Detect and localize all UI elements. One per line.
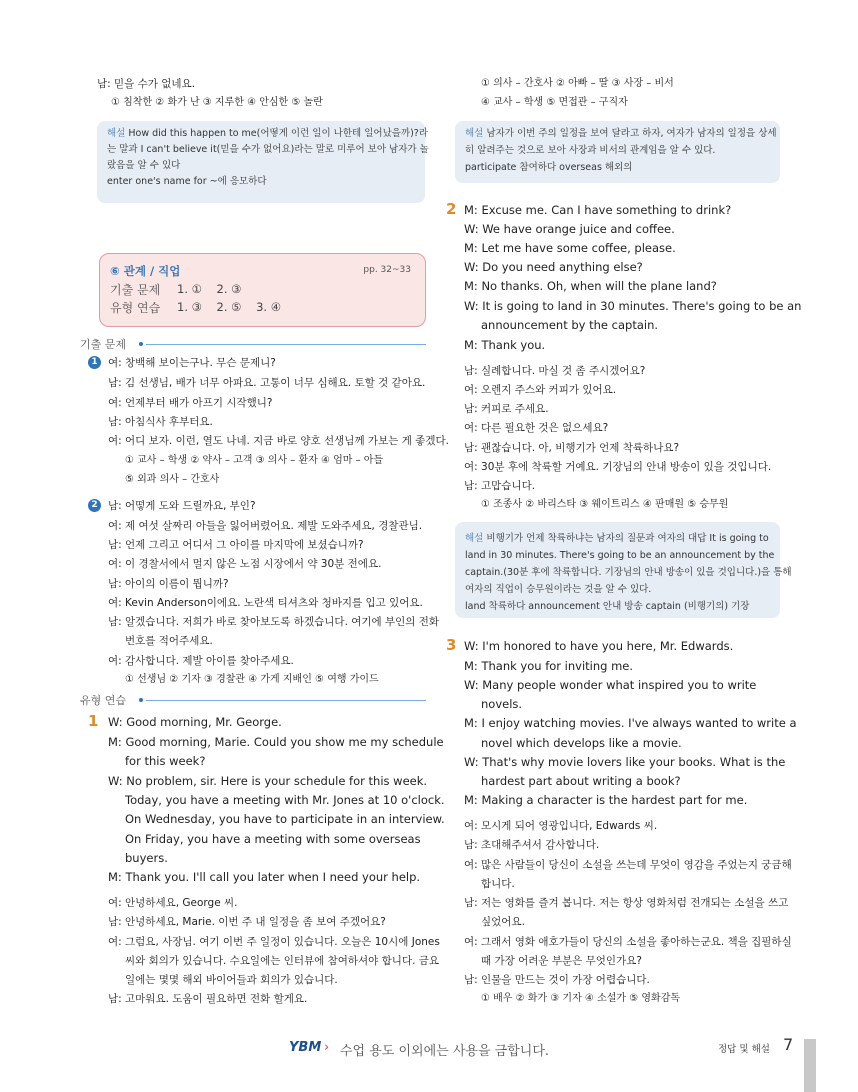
text-line: 남: 실례합니다. 마실 것 좀 주시겠어요? (464, 365, 646, 377)
text-line: 남: 저는 영화를 즐겨 봅니다. 저는 항상 영화처럼 전개되는 소설을 쓰고 (464, 897, 789, 909)
text-line: 여: 모시게 되어 영광입니다, Edwards 씨. (464, 820, 658, 832)
text-line: 남: 안녕하세요, Marie. 이번 주 내 일정을 좀 보여 주겠어요? (108, 916, 386, 928)
explain-text: 랐음을 알 수 있다 (107, 160, 181, 171)
text-line: 남: 아침식사 후부터요. (108, 416, 213, 428)
text-line: 남: 고마워요. 도움이 필요하면 전화 할게요. (108, 993, 308, 1005)
chevron-right-icon: › (324, 1040, 330, 1055)
explanation-box (455, 522, 792, 618)
dialogue-line: W: I'm honored to have you here, Mr. Edwards. (464, 639, 734, 653)
text-line: 합니다. (481, 878, 515, 890)
row-answers: 1. ③ 2. ⑤ 3. ④ (177, 300, 282, 314)
section-heading: 유형 연습 (80, 694, 127, 707)
dialogue-line: On Wednesday, you have to participate in an interview. (125, 812, 445, 826)
text-line: 싶었어요. (481, 916, 525, 928)
dialogue-line: hardest part about writing a book? (481, 774, 681, 788)
answer-options: ① 의사 – 간호사 ② 아빠 – 딸 ③ 사장 – 비서 (481, 78, 674, 89)
text-line: 여: 창백해 보이는구나. 무슨 문제니? (108, 357, 276, 369)
answer-options: ① 배우 ② 화가 ③ 기자 ④ 소설가 ⑤ 영화감독 (481, 993, 681, 1004)
dialogue-line: novel which develops like a movie. (481, 736, 682, 750)
text-line: 남: 어떻게 도와 드릴까요, 부인? (108, 500, 256, 512)
explain-text: 히 알려주는 것으로 보아 사장과 비서의 관계임을 알 수 있다. (465, 145, 716, 156)
text-line: 여: 그럼요, 사장님. 여기 이번 주 일정이 있습니다. 오늘은 10시에 Jones (108, 936, 440, 948)
explain-text: 비행기가 언제 착륙하냐는 남자의 질문과 여자의 대답 It is going to (486, 533, 769, 544)
text-line: 여: Kevin Anderson이에요. 노란색 티셔츠와 청바지를 입고 있어요. (108, 597, 423, 609)
text-line: 여: 언제부터 배가 아프기 시작했니? (108, 397, 273, 409)
text-line: 일에는 몇몇 해외 바이어들과 회의가 있습니다. (125, 974, 338, 986)
question-number: 2 (88, 499, 101, 512)
dialogue-line: W: It is going to land in 30 minutes. There's going to be an (464, 299, 802, 313)
answer-options: ① 교사 – 학생 ② 약사 – 고객 ③ 의사 – 환자 ④ 엄마 – 아들 (125, 455, 384, 466)
explain-text: enter one's name for ~에 응모하다 (107, 176, 267, 187)
text-line: 때 가장 어려운 부분은 무엇인가요? (481, 955, 642, 967)
text-line: 여: 다른 필요한 것은 없으세요? (464, 422, 609, 434)
text-line: 씨와 회의가 있습니다. 수요일에는 인터뷰에 참여하셔야 합니다. 금요 (125, 955, 440, 967)
heading-dot (139, 342, 143, 346)
text-line: 남: 인물을 만드는 것이 가장 어렵습니다. (464, 974, 650, 986)
explain-text: 여자의 직업이 승무원이라는 것을 알 수 있다. (465, 584, 652, 595)
dialogue-line: buyers. (125, 851, 168, 865)
practice-number: 2 (446, 200, 457, 218)
dialogue-line: W: No problem, sir. Here is your schedule for this week. (108, 774, 428, 788)
dialogue-line: W: Good morning, Mr. George. (108, 715, 282, 729)
text-line: 여: 제 여섯 살짜리 아들을 잃어버렸어요. 제발 도와주세요, 경찰관님. (108, 520, 423, 532)
text-line: 남: 고맙습니다. (464, 480, 536, 492)
dialogue-line: novels. (481, 697, 523, 711)
question-number: 1 (88, 356, 101, 369)
row-answers: 1. ① 2. ③ (177, 282, 242, 296)
dialogue-line: M: Good morning, Marie. Could you show me my schedule (108, 735, 444, 749)
text-line: 남: 괜찮습니다. 아, 비행기가 언제 착륙하나요? (464, 442, 680, 454)
row-label: 기출 문제 (110, 283, 161, 297)
dialogue-line: M: I enjoy watching movies. I've always wanted to write a (464, 716, 797, 730)
answer-key-box (99, 253, 426, 327)
explain-label: 해설 (465, 533, 484, 544)
explain-text: How did this happen to me(어떻게 이런 일이 나한테 일어났을까)?라 (128, 128, 429, 139)
dialogue-line: M: Excuse me. Can I have something to drink? (464, 203, 732, 217)
text-line: 여: 많은 사람들이 당신이 소설을 쓰는데 무엇이 영감을 주었는지 궁금해 (464, 859, 792, 871)
dialogue-line: announcement by the captain. (481, 318, 659, 332)
answer-options: ① 침착한 ② 화가 난 ③ 지루한 ④ 안심한 ⑤ 놀란 (111, 97, 323, 108)
answer-options: ④ 교사 – 학생 ⑤ 면접관 – 구직자 (481, 97, 628, 108)
section-heading: 기출 문제 (80, 338, 127, 351)
text-line: 여: 감사합니다. 제발 아이를 찾아주세요. (108, 655, 294, 667)
dialogue-line: Today, you have a meeting with Mr. Jones at 10 o'clock. (125, 793, 445, 807)
text-line: 여: 그래서 영화 애호가들이 당신의 소설을 좋아하는군요. 책을 집필하실 (464, 936, 792, 948)
text-line: 남: 언제 그리고 어디서 그 아이를 마지막에 보셨습니까? (108, 539, 364, 551)
row-label: 유형 연습 (110, 301, 161, 315)
dialogue-line: W: Do you need anything else? (464, 260, 643, 274)
dialogue-line: M: Let me have some coffee, please. (464, 241, 676, 255)
text-line: 남: 커피로 주세요. (464, 403, 549, 415)
dialogue-line: W: Many people wonder what inspired you to write (464, 678, 757, 692)
dialogue-line: M: Thank you. I'll call you later when I need your help. (108, 870, 421, 884)
usage-notice: 수업 용도 이외에는 사용을 금합니다. (340, 1044, 550, 1059)
dialogue-line: W: We have orange juice and coffee. (464, 222, 675, 236)
dialogue-line: M: Making a character is the hardest part for me. (464, 793, 748, 807)
explain-text: land in 30 minutes. There's going to be an announcement by the (465, 550, 775, 561)
heading-rule (146, 344, 426, 345)
text-line: 남: 초대해주셔서 감사합니다. (464, 839, 600, 851)
explain-text: land 착륙하다 announcement 안내 방송 captain (비행기의) 기장 (465, 601, 750, 612)
text-line: 남: 김 선생님, 배가 너무 아파요. 고통이 너무 심해요. 토할 것 같아요. (108, 377, 426, 389)
explain-text: captain.(30분 후에 착륙합니다. 기장님의 안내 방송이 있을 것입니다.)을 통해 (465, 567, 792, 578)
text-line: 번호를 적어주세요. (125, 635, 213, 647)
explain-text: 는 말과 I can't believe it(믿을 수가 없어요)라는 말로 미루어 보아 남자가 놀 (107, 144, 429, 155)
page-label: 정답 및 해설 (718, 1044, 770, 1055)
brand-logo: YBM (289, 1040, 322, 1055)
answer-options: ① 선생님 ② 기자 ③ 경찰관 ④ 가게 지배인 ⑤ 여행 가이드 (125, 674, 379, 685)
text-line: 여: 30분 후에 착륙할 거예요. 기장님의 안내 방송이 있을 것입니다. (464, 461, 772, 473)
page-range: pp. 32~33 (363, 265, 411, 275)
text-line: 여: 이 경찰서에서 멀지 않은 노점 시장에서 약 30분 전에요. (108, 558, 382, 570)
explain-label: 해설 (107, 128, 126, 139)
page-edge-tab (804, 1039, 816, 1092)
section-title: ⑥ 관계 / 직업 (110, 264, 181, 278)
heading-dot (139, 698, 143, 702)
dialogue-line: W: That's why movie lovers like your books. What is the (464, 755, 786, 769)
text-line: 여: 오렌지 주스와 커피가 있어요. (464, 384, 617, 396)
dialogue-line: M: Thank you for inviting me. (464, 659, 634, 673)
practice-number: 3 (446, 636, 457, 654)
text-line: 여: 어디 보자. 이런, 열도 나네. 지금 바로 양호 선생님께 가보는 게 좋겠다. (108, 435, 449, 447)
practice-number: 1 (88, 712, 99, 730)
dialogue-line: M: No thanks. Oh, when will the plane land? (464, 279, 717, 293)
answer-options: ⑤ 외과 의사 – 간호사 (125, 474, 220, 485)
heading-rule (146, 700, 426, 701)
dialogue-line: On Friday, you have a meeting with some overseas (125, 832, 421, 846)
explain-text: 남자가 이번 주의 일정을 보여 달라고 하자, 여자가 남자의 일정을 상세 (486, 128, 777, 139)
explain-text: participate 참여하다 overseas 해외의 (465, 162, 633, 173)
explanation-box (97, 121, 429, 203)
text-line: 남: 믿을 수가 없네요. (97, 78, 196, 90)
explain-label: 해설 (465, 128, 484, 139)
page-number: 7 (783, 1035, 794, 1054)
explanation-box (455, 121, 780, 183)
answer-options: ① 조종사 ② 바리스타 ③ 웨이트리스 ④ 판매원 ⑤ 승무원 (481, 499, 729, 510)
text-line: 남: 아이의 이름이 뭡니까? (108, 578, 229, 590)
dialogue-line: M: Thank you. (464, 338, 546, 352)
dialogue-line: for this week? (125, 754, 206, 768)
text-line: 여: 안녕하세요, George 씨. (108, 897, 238, 909)
text-line: 남: 알겠습니다. 저희가 바로 찾아보도록 하겠습니다. 여기에 부인의 전화 (108, 616, 440, 628)
